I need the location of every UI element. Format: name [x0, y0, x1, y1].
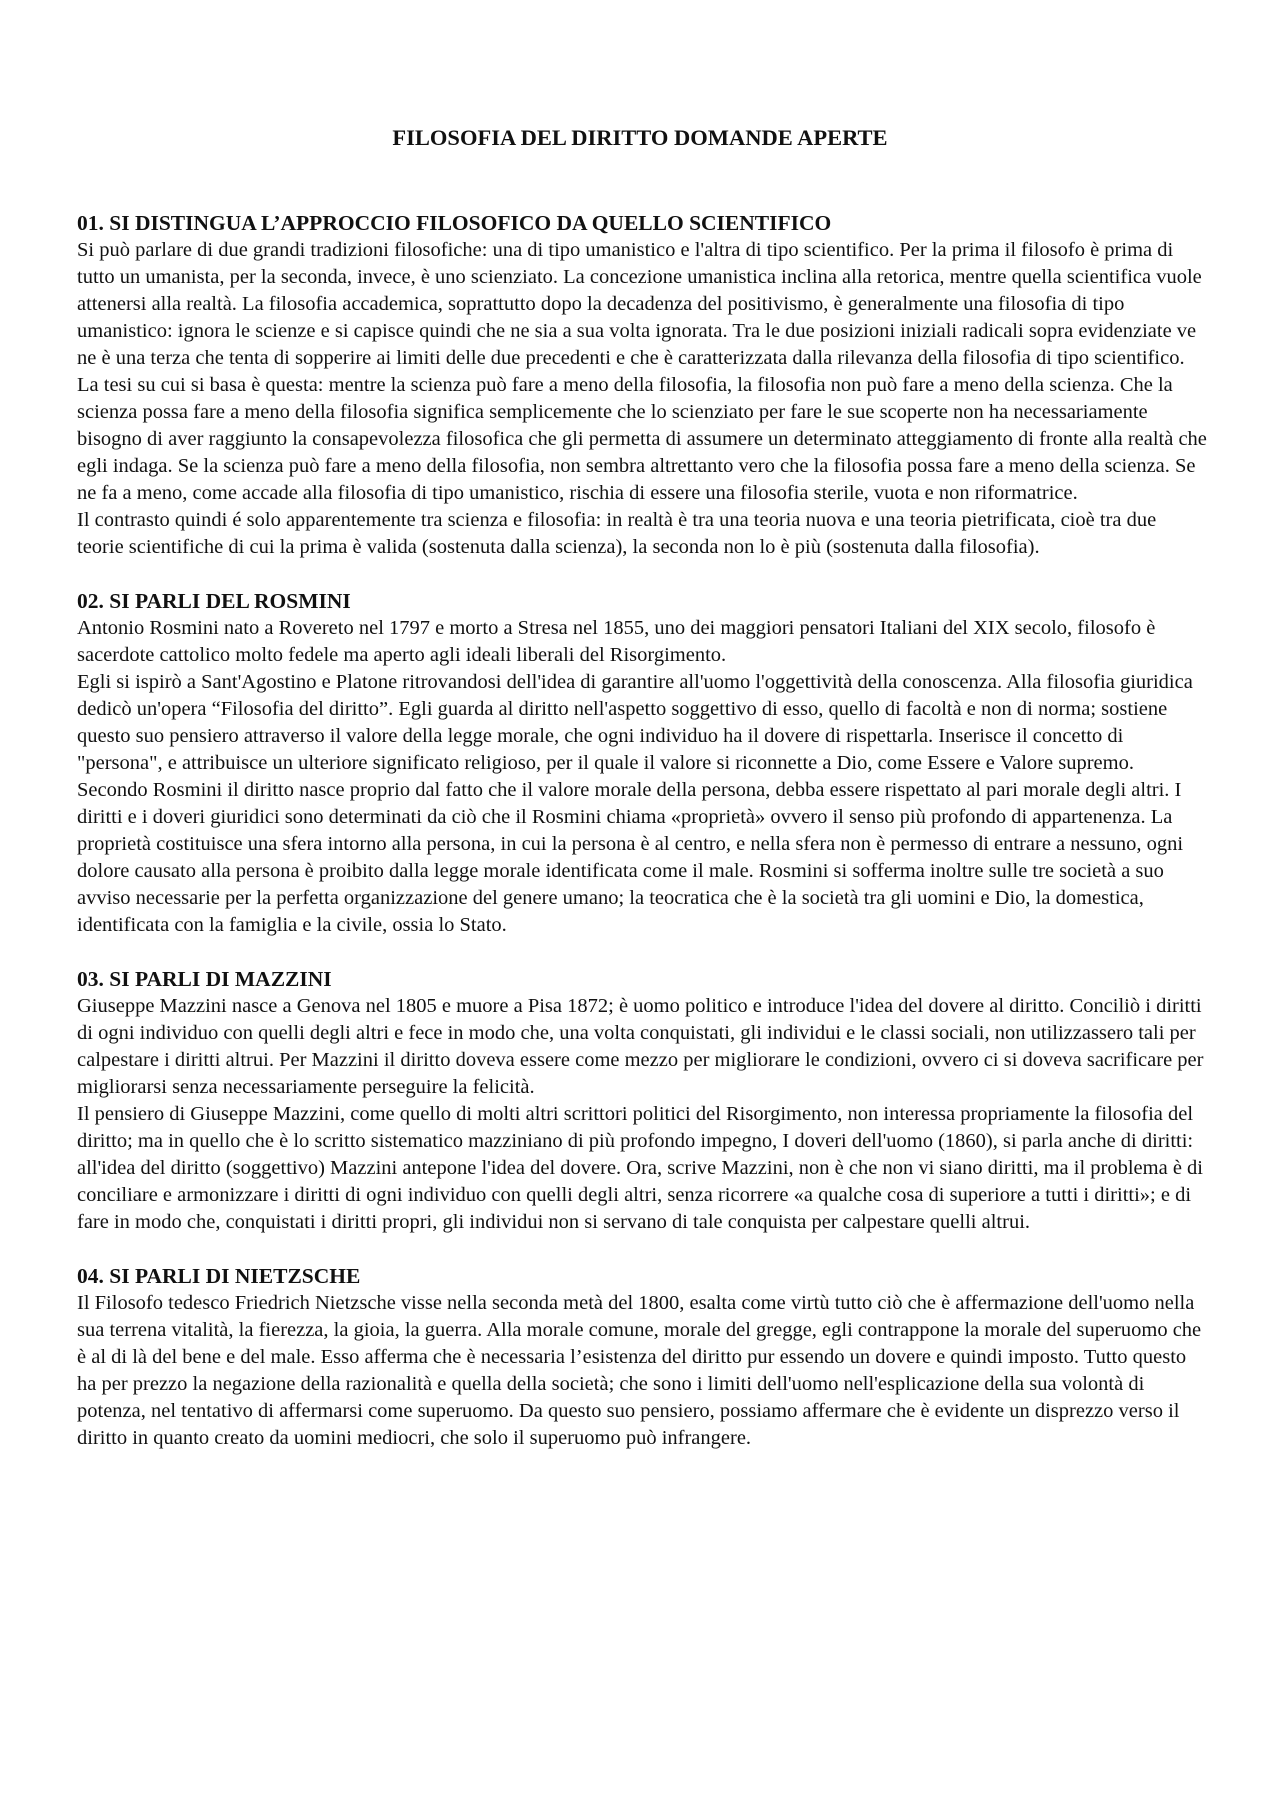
- section-heading: 01. SI DISTINGUA L’APPROCCIO FILOSOFICO DA QUELLO SCIENTIFICO: [77, 211, 832, 235]
- section-01: [77, 210, 1207, 561]
- section-heading: 04. SI PARLI DI NIETZSCHE: [77, 1264, 361, 1288]
- paragraph: Egli si ispirò a Sant'Agostino e Platone ritrovandosi dell'idea di garantire all'uomo l'oggettività della conoscenza. Alla filosofia giuridica dedicò un'opera “Filosofia del diritto”. Egli guarda al diritto nell'aspetto soggettivo di esso, quello di facoltà e non di norma; sostiene questo suo pensiero attraverso il valore della legge morale, che ogni individuo ha il dovere di rispettarla. Inserisce il concetto di "persona", e attribuisce un ulteriore significato religioso, per il quale il valore si riconnette a Dio, come Essere e Valore supremo. Secondo Rosmini il diritto nasce proprio dal fatto che il valore morale della persona, debba essere rispettato al pari morale degli altri. I diritti e i doveri giuridici sono determinati da ciò che il Rosmini chiama «proprietà» ovvero il senso più profondo di appartenenza. La proprietà costituisce una sfera intorno alla persona, in cui la persona è al centro, e nella sfera non è permesso di entrare a nessuno, ogni dolore causato alla persona è proibito dalla legge morale identificata come il male. Rosmini si sofferma inoltre sulle tre società a suo avviso necessarie per la perfetta organizzazione del genere umano; la teocratica che è la società tra gli uomini e Dio, la domestica, identificata con la famiglia e la civile, ossia lo Stato.: [77, 671, 1193, 936]
- section-heading: 03. SI PARLI DI MAZZINI: [77, 967, 332, 991]
- paragraph: Il pensiero di Giuseppe Mazzini, come quello di molti altri scrittori politici del Risorgimento, non interessa propriamente la filosofia del diritto; ma in quello che è lo scritto sistematico mazziniano di più profondo impegno, I doveri dell'uomo (1860), si parla anche di diritti: all'idea del diritto (soggettivo) Mazzini antepone l'idea del dovere. Ora, scrive Mazzini, non è che non vi siano diritti, ma il problema è di conciliare e armonizzare i diritti di ogni individuo con quelli degli altri, senza ricorrere «a qualche cosa di superiore a tutti i diritti»; e di fare in modo che, conquistati i diritti propri, gli individui non si servano di tale conquista per calpestare quelli altrui.: [77, 1103, 1203, 1233]
- paragraph: Il Filosofo tedesco Friedrich Nietzsche visse nella seconda metà del 1800, esalta come virtù tutto ciò che è affermazione dell'uomo nella sua terrena vitalità, la fierezza, la gioia, la guerra. Alla morale comune, morale del gregge, egli contrappone la morale del superuomo che è al di là del bene e del male. Esso afferma che è necessaria l’esistenza del diritto pur essendo un dovere e quindi imposto. Tutto questo ha per prezzo la negazione della razionalità e quella della società; che sono i limiti dell'uomo nell'esplicazione della sua volontà di potenza, nel tentativo di affermarsi come superuomo. Da questo suo pensiero, possiamo affermare che è evidente un disprezzo verso il diritto in quanto creato da uomini mediocri, che solo il superuomo può infrangere.: [77, 1292, 1202, 1449]
- section-04: [77, 1263, 1207, 1452]
- section-02: [77, 588, 1207, 939]
- paragraph: Giuseppe Mazzini nasce a Genova nel 1805 e muore a Pisa 1872; è uomo politico e introduce l'idea del dovere al diritto. Conciliò i diritti di ogni individuo con quelli degli altri e fece in modo che, una volta conquistati, gli individui e le classi sociali, non utilizzassero tali per calpestare i diritti altrui. Per Mazzini il diritto doveva essere come mezzo per migliorare le condizioni, ovvero ci si doveva sacrificare per migliorarsi senza necessariamente perseguire la felicità.: [77, 995, 1204, 1098]
- paragraph: Il contrasto quindi é solo apparentemente tra scienza e filosofia: in realtà è tra una teoria nuova e una teoria pietrificata, cioè tra due teorie scientifiche di cui la prima è valida (sostenuta dalla scienza), la seconda non lo è più (sostenuta dalla filosofia).: [77, 509, 1157, 558]
- document-title: FILOSOFIA DEL DIRITTO DOMANDE APERTE: [392, 125, 888, 150]
- section-03: [77, 966, 1207, 1236]
- section-heading: 02. SI PARLI DEL ROSMINI: [77, 589, 351, 613]
- paragraph: Antonio Rosmini nato a Rovereto nel 1797 e morto a Stresa nel 1855, uno dei maggiori pensatori Italiani del XIX secolo, filosofo è sacerdote cattolico molto fedele ma aperto agli ideali liberali del Risorgimento.: [77, 617, 1156, 666]
- paragraph: Si può parlare di due grandi tradizioni filosofiche: una di tipo umanistico e l'altra di tipo scientifico. Per la prima il filosofo è prima di tutto un umanista, per la seconda, invece, è uno scienziato. La concezione umanistica inclina alla retorica, mentre quella scientifica vuole attenersi alla realtà. La filosofia accademica, soprattutto dopo la decadenza del positivismo, è generalmente una filosofia di tipo umanistico: ignora le scienze e si capisce quindi che ne sia a sua volta ignorata. Tra le due posizioni iniziali radicali sopra evidenziate ve ne è una terza che tenta di sopperire ai limiti delle due precedenti e che è caratterizzata dalla rilevanza della filosofia di tipo scientifico. La tesi su cui si basa è questa: mentre la scienza può fare a meno della filosofia, la filosofia non può fare a meno della scienza. Che la scienza possa fare a meno della filosofia significa semplicemente che lo scienziato per fare le sue scoperte non ha necessariamente bisogno di aver raggiunto la consapevolezza filosofica che gli permetta di assumere un determinato atteggiamento di fronte alla realtà che egli indaga. Se la scienza può fare a meno della filosofia, non sembra altrettanto vero che la filosofia possa fare a meno della scienza. Se ne fa a meno, come accade alla filosofia di tipo umanistico, rischia di essere una filosofia sterile, vuota e non riformatrice.: [77, 239, 1207, 504]
- document-body: [77, 210, 1207, 1479]
